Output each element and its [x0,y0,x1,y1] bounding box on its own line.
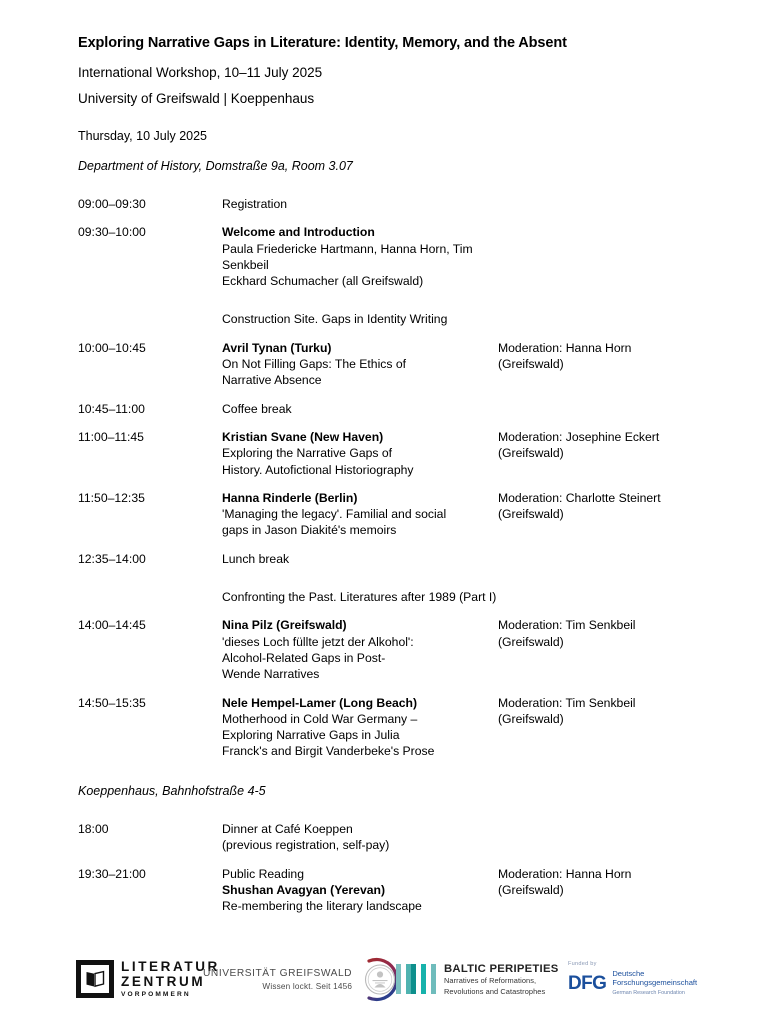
logo-university-greifswald [203,948,405,1010]
schedule-row-title: Kristian Svane (New Haven) [222,429,384,444]
schedule-row-title: Construction Site. Gaps in Identity Writing [222,312,448,327]
schedule-row-time: 11:00–11:45 [78,429,144,444]
schedule-row-content [222,695,494,760]
baltic-subtitle-2: Revolutions and Catastrophes [444,986,546,996]
schedule-row-title: Registration [222,197,288,211]
baltic-wordmark [444,963,559,996]
moderation-line: (Greifswald) [498,882,564,897]
schedule-row-time: 11:50–12:35 [78,490,145,505]
schedule-row-moderation [498,429,728,462]
schedule-row-detail: History. Autofictional Historiography [222,462,414,477]
schedule-row-title: Confronting the Past. Literatures after 1989 (Part I) [222,590,497,605]
lzv-line-3: VORPOMMERN [121,990,191,998]
schedule-row-detail: (previous registration, self-pay) [222,838,390,853]
schedule-row-moderation [498,340,728,373]
schedule-row-detail: Franck's and Birgit Vanderbeke's Prose [222,744,435,759]
schedule-row-title: Hanna Rinderle (Berlin) [222,490,358,505]
moderation-line: Moderation: Charlotte Steinert [498,490,661,505]
logo-literaturzentrum-vorpommern [76,948,220,1010]
schedule-row [0,551,776,567]
schedule-row-time: 12:35–14:00 [78,551,146,566]
schedule-row-title: Public Reading [222,866,304,881]
open-book-glyph [85,969,105,989]
institution-line: University of Greifswald | Koeppenhaus [78,90,315,106]
schedule-row-detail: Paula Friedericke Hartmann, Hanna Horn, Tim Senkbeil [222,241,473,272]
schedule-row-content [222,196,494,212]
document-header [78,34,718,108]
dfg-wordmark [568,961,697,997]
schedule-row-detail: Re-membering the literary landscape [222,899,422,914]
schedule-row-content [222,224,494,289]
schedule-row [0,490,776,539]
page-title: Exploring Narrative Gaps in Literature: Identity, Memory, and the Absent [78,35,567,51]
schedule-row-content [222,821,494,854]
schedule-row [0,340,776,389]
baltic-title: BALTIC PERIPETIES [444,962,559,975]
moderation-line: Moderation: Tim Senkbeil [498,618,636,633]
schedule-row [0,224,776,289]
schedule-row-speaker: Shushan Avagyan (Yerevan) [222,882,386,897]
university-motto: Wissen lockt. Seit 1456 [262,981,353,991]
moderation-line: (Greifswald) [498,507,564,522]
schedule-row-detail: Alcohol-Related Gaps in Post- [222,650,386,665]
schedule-row-detail: 'dieses Loch füllte jetzt der Alkohol': [222,634,414,649]
schedule-row-content [222,617,494,682]
moderation-line: (Greifswald) [498,446,564,461]
schedule-row-time: 14:00–14:45 [78,618,146,633]
venue-line-morning: Department of History, Domstraße 9a, Room 3.07 [78,159,353,173]
schedule-row [0,821,776,854]
schedule-row-content [222,490,512,539]
schedule-table-main [0,196,776,772]
schedule-row [0,401,776,417]
moderation-line: Moderation: Hanna Horn [498,866,632,881]
schedule-row-title: Avril Tynan (Turku) [222,340,332,355]
workshop-subtitle: International Workshop, 10–11 July 2025 [78,64,323,80]
schedule-row-title: Nina Pilz (Greifswald) [222,618,347,633]
schedule-row-time: 09:30–10:00 [78,225,146,240]
dfg-name-line-3: German Research Foundation [612,989,685,996]
schedule-row-time: 14:50–15:35 [78,695,146,710]
schedule-row [0,196,776,212]
schedule-row [0,589,776,605]
footer-logos [0,948,776,1010]
dfg-name [612,969,697,997]
schedule-row-title: Dinner at Café Koeppen [222,822,353,836]
schedule-row [0,311,776,327]
moderation-line: (Greifswald) [498,357,564,372]
schedule-row-time: 09:00–09:30 [78,197,146,211]
logo-baltic-peripeties [396,948,559,1010]
dfg-funded-by: Funded by [568,961,597,968]
schedule-row-time: 10:45–11:00 [78,401,145,416]
moderation-line: Moderation: Tim Senkbeil [498,695,636,710]
schedule-row-detail: Exploring Narrative Gaps in Julia [222,728,400,743]
schedule-row-content [222,866,494,915]
moderation-line: (Greifswald) [498,634,564,649]
schedule-row-moderation [498,695,728,728]
schedule-row-detail: Narrative Absence [222,373,322,388]
venue-line-evening: Koeppenhaus, Bahnhofstraße 4-5 [78,784,266,798]
schedule-row-title: Lunch break [222,551,290,566]
schedule-row-detail: 'Managing the legacy'. Familial and social [222,507,447,522]
schedule-row-title: Coffee break [222,401,292,416]
baltic-subtitle-1: Narratives of Reformations, [444,976,537,985]
moderation-line: Moderation: Hanna Horn [498,340,632,355]
schedule-row-detail: On Not Filling Gaps: The Ethics of [222,357,407,372]
schedule-row [0,866,776,915]
university-wordmark [203,968,352,991]
schedule-row-detail: Eckhard Schumacher (all Greifswald) [222,274,424,289]
schedule-row-detail: Exploring the Narrative Gaps of [222,446,393,461]
schedule-row-moderation [498,490,728,523]
schedule-row [0,617,776,682]
dfg-name-line-1: Deutsche [612,969,645,979]
book-icon [76,960,114,998]
day-heading: Thursday, 10 July 2025 [78,129,208,143]
schedule-row-detail: Motherhood in Cold War Germany – [222,711,418,726]
schedule-row-moderation [498,617,728,650]
schedule-row-time: 18:00 [78,822,109,836]
schedule-row [0,695,776,760]
schedule-row-content [222,589,512,605]
logo-dfg [568,948,697,1010]
schedule-row-content [222,551,494,567]
lzv-line-1: LITERATUR [121,958,220,974]
schedule-row-moderation [498,866,728,899]
schedule-row-content [222,429,494,478]
schedule-row-time: 10:00–10:45 [78,340,146,355]
schedule-row-title: Nele Hempel-Lamer (Long Beach) [222,695,418,710]
schedule-row-content [222,340,494,389]
schedule-row-detail: Wende Narratives [222,667,320,682]
baltic-bars-icon [396,964,436,994]
lzv-line-2: ZENTRUM [121,974,206,990]
dfg-mark: DFG [568,972,607,994]
schedule-row-title: Welcome and Introduction [222,225,375,240]
schedule-row-content [222,401,494,417]
schedule-table-evening [0,821,776,926]
schedule-row-time: 19:30–21:00 [78,866,146,881]
moderation-line: (Greifswald) [498,711,564,726]
schedule-row-content [222,311,494,327]
schedule-row-detail: gaps in Jason Diakité's memoirs [222,523,397,538]
dfg-name-line-2: Forschungsgemeinschaft [612,978,698,988]
moderation-line: Moderation: Josephine Eckert [498,429,660,444]
schedule-row [0,429,776,478]
university-name: UNIVERSITÄT GREIFSWALD [203,967,353,979]
